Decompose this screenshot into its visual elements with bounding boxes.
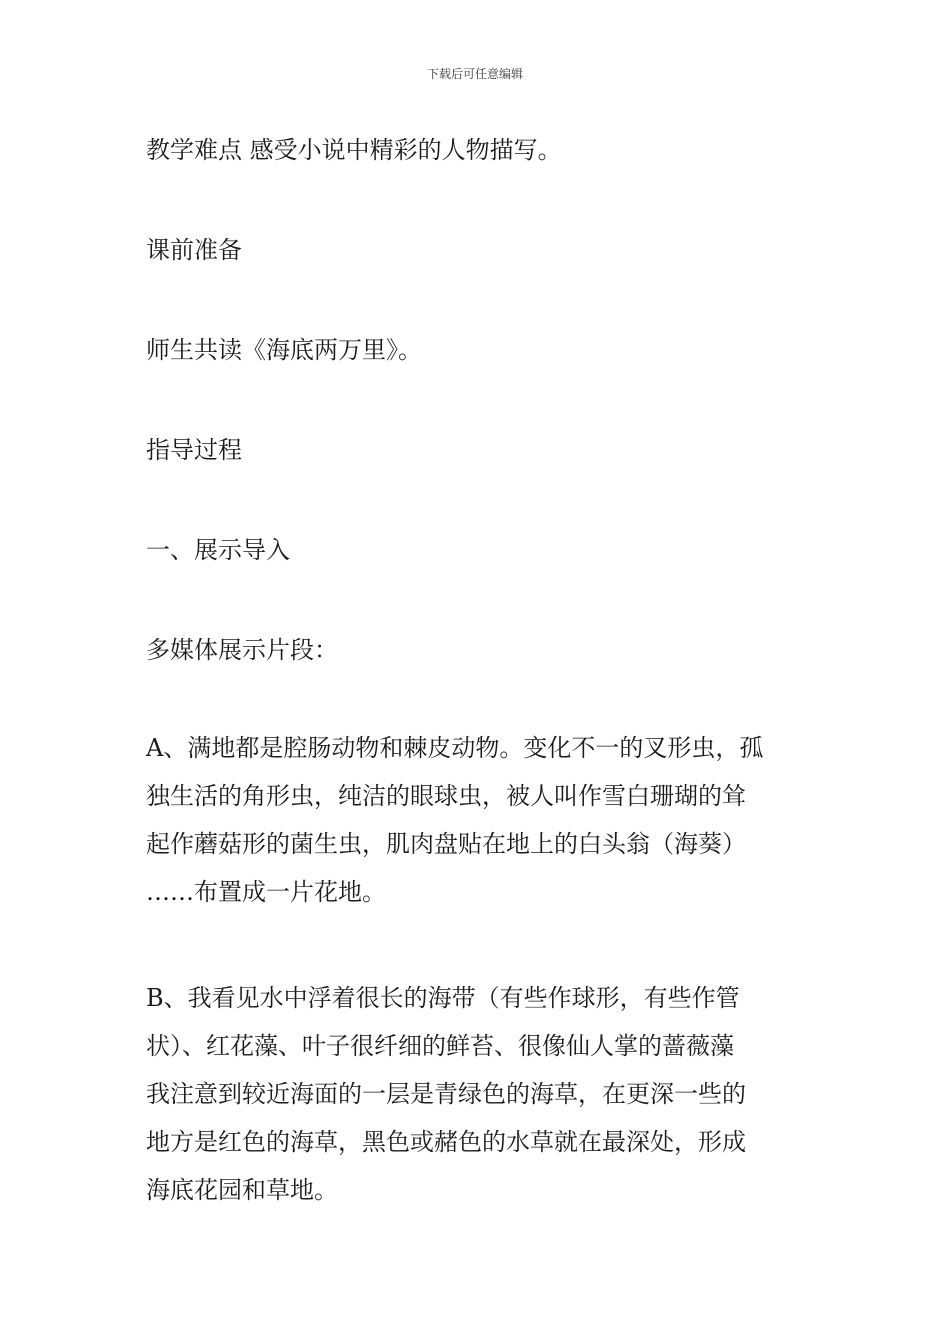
text-line: 指导过程: [146, 436, 242, 464]
text-line: 师生共读《海底两万里》。: [146, 336, 422, 364]
paragraph-multimedia-intro: [146, 626, 826, 674]
text-line: 起作蘑菇形的菌生虫，肌肉盘贴在地上的白头翁（海葵）: [146, 830, 746, 858]
heading-section-one: [146, 526, 826, 574]
text-line: 多媒体展示片段：: [146, 636, 338, 664]
heading-process: [146, 426, 826, 474]
paragraph-shared-reading: [146, 326, 826, 374]
text-line: 海底花园和草地。: [146, 1176, 338, 1204]
text-line: B、我看见水中浮着很长的海带（有些作球形，有些作管: [146, 984, 740, 1012]
page-header: 下载后可任意编辑: [426, 67, 523, 81]
text-line: 课前准备: [146, 236, 242, 264]
text-line: 我注意到较近海面的一层是青绿色的海草，在更深一些的: [146, 1080, 746, 1108]
paragraph-teaching-difficulty: [146, 126, 826, 174]
text-line: 独生活的角形虫，纯洁的眼球虫，被人叫作雪白珊瑚的耸: [146, 782, 746, 810]
text-line: 地方是红色的海草，黑色或赭色的水草就在最深处，形成: [146, 1128, 746, 1156]
text-line: 状）、红花藻、叶子很纤细的鲜苔、很像仙人掌的蔷薇藻: [146, 1032, 734, 1060]
paragraph-excerpt-b: [146, 974, 826, 1214]
text-line: ……布置成一片花地。: [146, 878, 386, 906]
paragraph-excerpt-a: [146, 724, 826, 916]
heading-preparation: [146, 226, 826, 274]
text-line: 教学难点 感受小说中精彩的人物描写。: [146, 136, 562, 164]
text-line: A、满地都是腔肠动物和棘皮动物。变化不一的叉形虫，孤: [146, 734, 764, 762]
text-line: 一、展示导入: [146, 536, 290, 564]
